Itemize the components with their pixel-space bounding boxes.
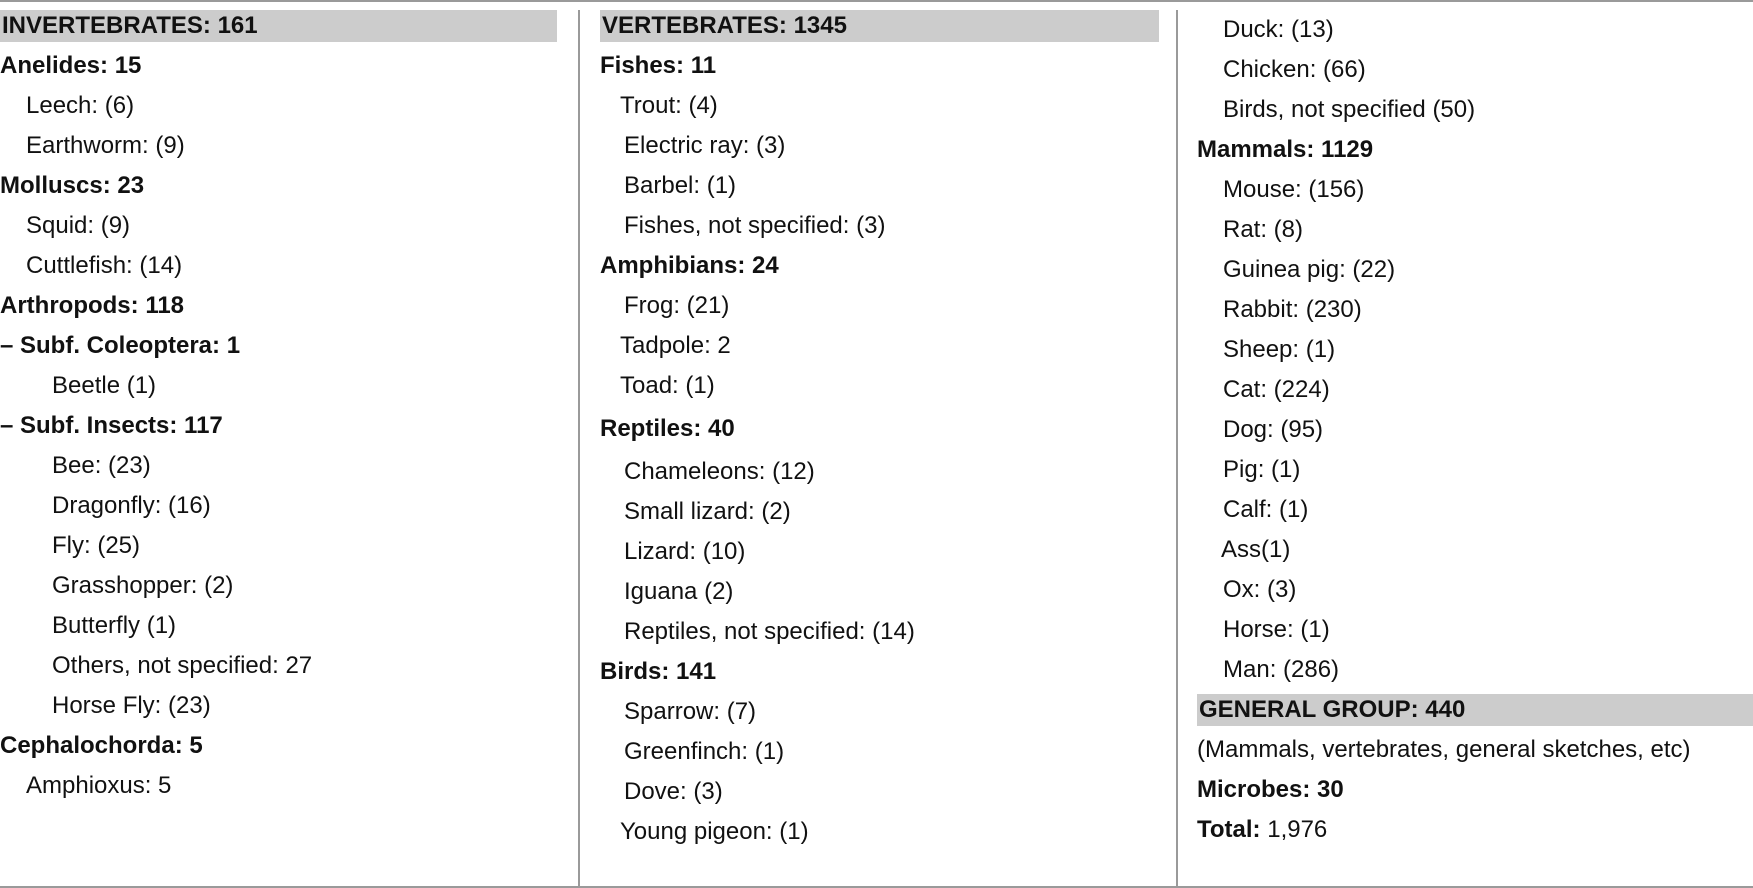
list-item: Leech: (6) <box>26 92 135 119</box>
list-item: Frog: (21) <box>624 292 730 319</box>
list-item: Cat: (224) <box>1223 376 1330 403</box>
list-item: Sparrow: (7) <box>624 698 757 725</box>
list-item: Calf: (1) <box>1223 496 1309 523</box>
list-item: Beetle (1) <box>52 372 157 399</box>
section-header-invertebrates: INVERTEBRATES: 161 <box>0 10 557 42</box>
list-item: Grasshopper: (2) <box>52 572 234 599</box>
group-fishes: Fishes: 11 <box>600 52 717 79</box>
list-item: Reptiles, not specified: (14) <box>624 618 915 645</box>
section-header-vertebrates: VERTEBRATES: 1345 <box>600 10 1159 42</box>
list-item: Mouse: (156) <box>1223 176 1365 203</box>
list-item: Chicken: (66) <box>1223 56 1366 83</box>
list-item: Lizard: (10) <box>624 538 746 565</box>
list-item: Electric ray: (3) <box>624 132 786 159</box>
list-item: Cuttlefish: (14) <box>26 252 183 279</box>
list-item: Duck: (13) <box>1223 16 1334 43</box>
list-item: Chameleons: (12) <box>624 458 815 485</box>
section-header-general-group: GENERAL GROUP: 440 <box>1197 694 1753 726</box>
group-arthropods: Arthropods: 118 <box>0 292 185 319</box>
general-group-note: (Mammals, vertebrates, general sketches, etc) <box>1197 736 1691 763</box>
list-item: Pig: (1) <box>1223 456 1301 483</box>
list-item: Butterfly (1) <box>52 612 177 639</box>
list-item: Tadpole: 2 <box>620 332 731 359</box>
subgroup-coleoptera: – Subf. Coleoptera: 1 <box>0 332 241 359</box>
list-item: Squid: (9) <box>26 212 131 239</box>
list-item: Fly: (25) <box>52 532 141 559</box>
group-reptiles: Reptiles: 40 <box>600 415 735 442</box>
total-value: 1,976 <box>1267 816 1328 843</box>
group-birds: Birds: 141 <box>600 658 717 685</box>
list-item: Greenfinch: (1) <box>624 738 785 765</box>
list-item: Horse: (1) <box>1223 616 1330 643</box>
subgroup-insects: – Subf. Insects: 117 <box>0 412 223 439</box>
list-item: Bee: (23) <box>52 452 151 479</box>
list-item: Rabbit: (230) <box>1223 296 1362 323</box>
list-item: Dove: (3) <box>624 778 723 805</box>
column-invertebrates <box>0 10 578 886</box>
group-cephalochorda: Cephalochorda: 5 <box>0 732 203 759</box>
list-item: Birds, not specified (50) <box>1223 96 1476 123</box>
group-microbes: Microbes: 30 <box>1197 776 1344 803</box>
list-item: Guinea pig: (22) <box>1223 256 1396 283</box>
list-item: Man: (286) <box>1223 656 1340 683</box>
list-item: Ox: (3) <box>1223 576 1297 603</box>
group-anelides: Anelides: 15 <box>0 52 142 79</box>
total-row <box>1178 810 1753 850</box>
group-molluscs: Molluscs: 23 <box>0 172 145 199</box>
column-continuation <box>1176 10 1753 886</box>
list-item: Fishes, not specified: (3) <box>624 212 886 239</box>
total-label: Total: <box>1197 816 1261 843</box>
list-item: Toad: (1) <box>620 372 715 399</box>
list-item: Young pigeon: (1) <box>620 818 809 845</box>
list-item: Dog: (95) <box>1223 416 1324 443</box>
list-item: Sheep: (1) <box>1223 336 1336 363</box>
list-item: Barbel: (1) <box>624 172 737 199</box>
group-mammals: Mammals: 1129 <box>1197 136 1374 163</box>
list-item: Ass(1) <box>1221 536 1291 563</box>
list-item: Rat: (8) <box>1223 216 1304 243</box>
list-item: Dragonfly: (16) <box>52 492 211 519</box>
list-item: Earthworm: (9) <box>26 132 185 159</box>
list-item: Amphioxus: 5 <box>26 772 172 799</box>
list-item: Others, not specified: 27 <box>52 652 313 679</box>
list-item: Iguana (2) <box>624 578 734 605</box>
list-item: Small lizard: (2) <box>624 498 791 525</box>
list-item: Trout: (4) <box>620 92 718 119</box>
group-amphibians: Amphibians: 24 <box>600 252 779 279</box>
list-item: Horse Fly: (23) <box>52 692 211 719</box>
column-vertebrates <box>578 10 1178 886</box>
